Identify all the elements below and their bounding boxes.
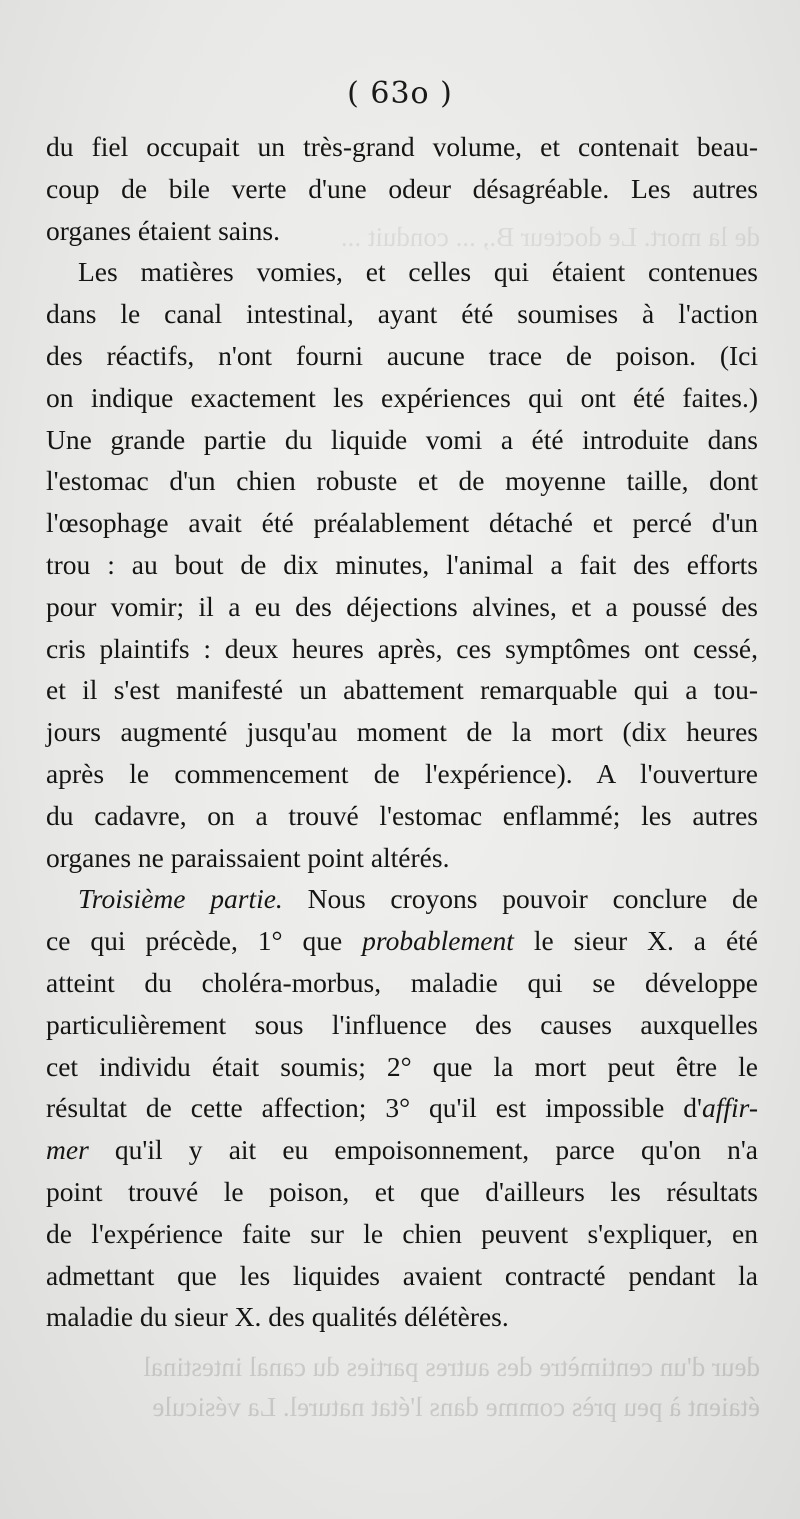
text-line: coup de bile verte d'une odeur désagréable. Les autres: [46, 172, 758, 204]
text-line-section-heading: Troisième partie. Nous croyons pouvoir conclure de: [78, 883, 759, 915]
text-line: du fiel occupait un très-grand volume, et contenait beau-: [46, 131, 758, 162]
text-line: Une grande partie du liquide vomi a été introduite dans: [46, 423, 758, 455]
text-line: Les matières vomies, et celles qui étaient contenues: [78, 256, 758, 288]
text-line: point trouvé le poison, et que d'ailleurs les résultats: [46, 1175, 758, 1207]
show-through-line-2: deur d'un centimètre des autres parties du canal intestinal: [143, 1352, 760, 1382]
text-line: on indique exactement les expériences qui ont été faites.): [46, 381, 758, 413]
text-line: de l'expérience faite sur le chien peuvent s'expliquer, en: [46, 1217, 758, 1249]
text-line: atteint du choléra-morbus, maladie qui se développe: [46, 966, 758, 998]
text-line: trou : au bout de dix minutes, l'animal a fait des efforts: [46, 548, 758, 580]
text-line: organes étaient sains.: [46, 214, 280, 246]
show-through-line-3: étaient à peu près comme dans l'état naturel. La vésicule: [152, 1392, 760, 1422]
text-line: dans le canal intestinal, ayant été soumises à l'action: [46, 298, 758, 330]
text-line: l'estomac d'un chien robuste et de moyenne taille, dont: [46, 465, 758, 497]
text-line: maladie du sieur X. des qualités délétères.: [46, 1301, 509, 1333]
text-line: organes ne paraissaient point altérés.: [46, 841, 450, 873]
text-line: admettant que les liquides avaient contracté pendant la: [46, 1259, 758, 1291]
text-line: cris plaintifs : deux heures après, ces symptômes ont cessé,: [46, 632, 758, 664]
text-line: pour vomir; il a eu des déjections alvines, et a poussé des: [46, 590, 758, 622]
show-through-line-1: de la mort. Le docteur B., ... conduit ...: [340, 222, 760, 252]
text-line: l'œsophage avait été préalablement détaché et percé d'un: [46, 507, 758, 539]
page-body: [46, 126, 758, 1338]
text-line: particulièrement sous l'influence des causes auxquelles: [46, 1008, 758, 1040]
text-line: des réactifs, n'ont fourni aucune trace de poison. (Ici: [46, 339, 758, 371]
italic-text: probablement: [362, 925, 514, 957]
text-line: jours augmenté jusqu'au moment de la mort (dix heures: [46, 716, 758, 748]
italic-text: affir-: [702, 1092, 758, 1124]
text-line: résultat de cette affection; 3° qu'il est impossible d'affir-: [46, 1092, 758, 1124]
text-line: après le commencement de l'expérience). A l'ouverture: [46, 757, 758, 789]
italic-text: Troisième partie.: [78, 883, 283, 915]
text-line: cet individu était soumis; 2° que la mort peut être le: [46, 1050, 758, 1082]
italic-text: mer: [46, 1134, 89, 1166]
text-line: ce qui précède, 1° que probablement le sieur X. a été: [46, 925, 758, 957]
text-line: et il s'est manifesté un abattement remarquable qui a tou-: [46, 674, 758, 706]
page-number: ( 63o ): [347, 76, 453, 111]
text-line: mer qu'il y ait eu empoisonnement, parce qu'on n'a: [46, 1134, 758, 1166]
text-line: du cadavre, on a trouvé l'estomac enflammé; les autres: [46, 799, 758, 831]
